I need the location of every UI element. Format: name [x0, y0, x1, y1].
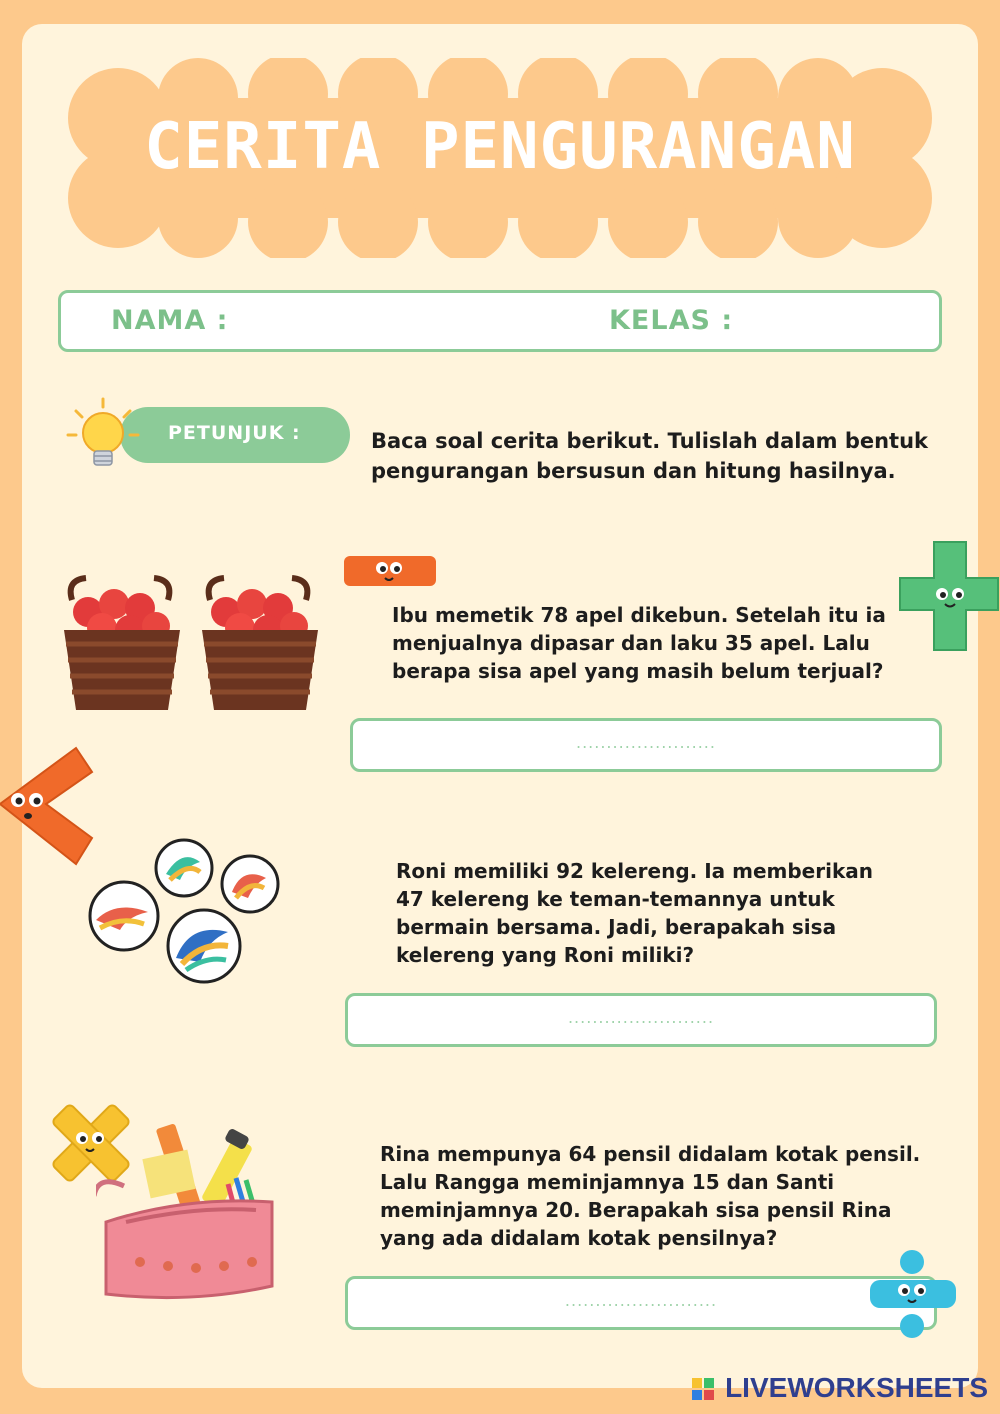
less-than-sign-icon: [0, 744, 96, 870]
liveworksheets-brand[interactable]: LIVEWORKSHEETS: [725, 1372, 988, 1403]
instructions-label: PETUNJUK :: [168, 422, 301, 444]
answer-1-input[interactable]: [350, 718, 942, 772]
name-class-field[interactable]: [58, 290, 942, 352]
pencil-case-icon: [96, 1118, 280, 1314]
liveworksheets-logo-icon: [692, 1378, 714, 1400]
instructions-text: [371, 426, 928, 486]
question-2-text: [396, 857, 873, 969]
answer-2-placeholder: ........................: [567, 1008, 715, 1027]
question-3-line: Rina mempunya 64 pensil didalam kotak pensil.: [380, 1142, 921, 1166]
question-1-line: menjualnya dipasar dan laku 35 apel. Lalu: [392, 631, 870, 655]
question-2-line: 47 kelereng ke teman-temannya untuk: [396, 887, 835, 911]
question-1-line: Ibu memetik 78 apel dikebun. Setelah itu ia: [392, 603, 886, 627]
answer-3-placeholder: .........................: [564, 1291, 718, 1310]
question-1-text: [392, 601, 886, 685]
instructions-line-1: Baca soal cerita berikut. Tulislah dalam bentuk: [371, 429, 928, 453]
answer-1-placeholder: .......................: [576, 733, 716, 752]
instructions-pill: [120, 407, 350, 463]
answer-2-input[interactable]: [345, 993, 937, 1047]
page-title: CERITA PENGURANGAN: [144, 110, 856, 184]
plus-sign-icon: [898, 538, 1000, 654]
lightbulb-icon: [66, 395, 140, 475]
minus-sign-icon: [342, 552, 438, 590]
apple-basket-icon: [58, 570, 324, 716]
question-1-line: berapa sisa apel yang masih belum terjual?: [392, 659, 884, 683]
name-label: NAMA :: [111, 305, 229, 336]
class-label: KELAS :: [609, 305, 734, 336]
question-2-line: Roni memiliki 92 kelereng. Ia memberikan: [396, 859, 873, 883]
question-3-line: yang ada didalam kotak pensilnya?: [380, 1226, 778, 1250]
marbles-icon: [86, 836, 282, 986]
answer-3-input[interactable]: [345, 1276, 937, 1330]
question-3-line: Lalu Rangga meminjamnya 15 dan Santi: [380, 1170, 835, 1194]
question-3-line: meminjamnya 20. Berapakah sisa pensil Rina: [380, 1198, 892, 1222]
question-2-line: bermain bersama. Jadi, berapakah sisa: [396, 915, 837, 939]
instructions-line-2: pengurangan bersusun dan hitung hasilnya.: [371, 459, 896, 483]
divide-sign-icon: [866, 1248, 960, 1340]
question-3-text: [380, 1140, 920, 1252]
question-2-line: kelereng yang Roni miliki?: [396, 943, 695, 967]
